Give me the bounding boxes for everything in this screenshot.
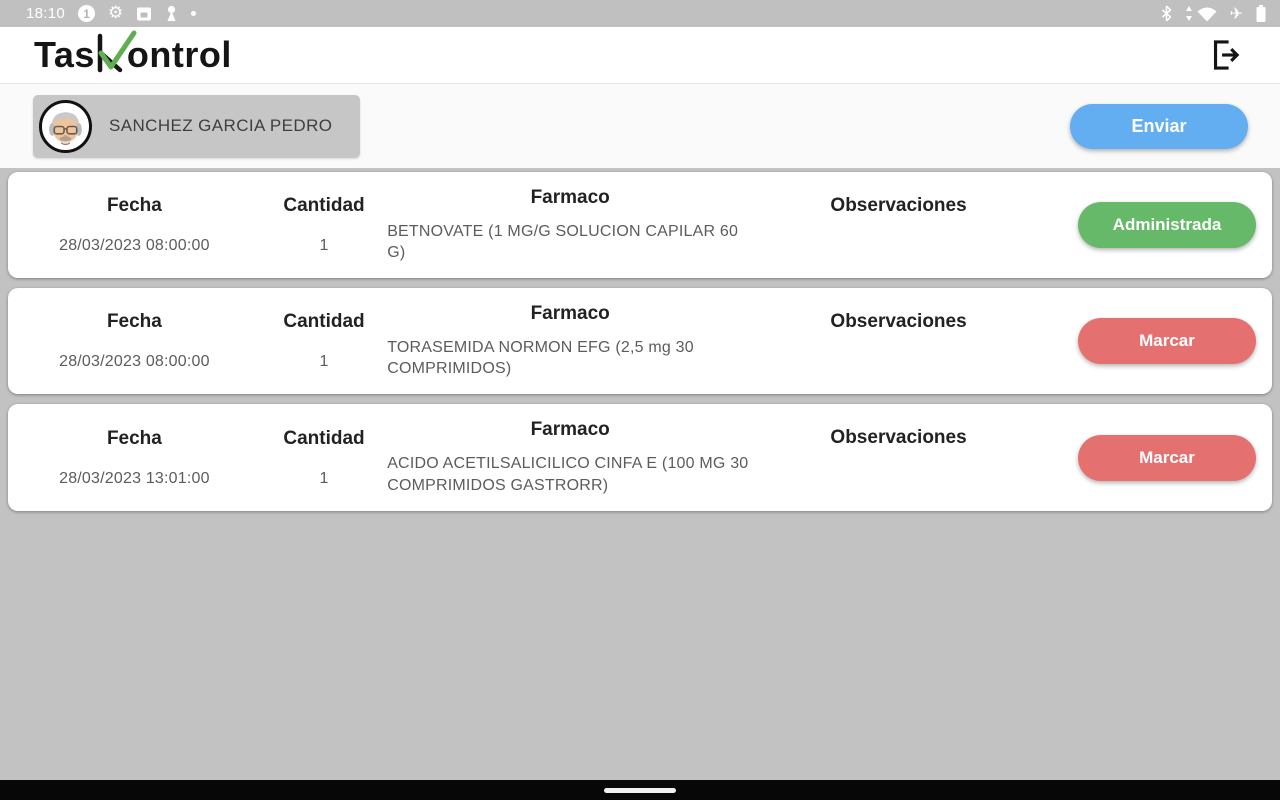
patient-name: SANCHEZ GARCIA PEDRO (109, 116, 333, 135)
column-header-cantidad: Cantidad (283, 427, 365, 449)
logout-icon (1210, 38, 1242, 72)
column-header-cantidad: Cantidad (283, 195, 365, 217)
overflow-dot-icon (191, 11, 196, 16)
cantidad-value: 1 (319, 353, 329, 371)
battery-icon (1256, 5, 1266, 22)
app-header (0, 27, 1280, 83)
gesture-navigation-bar (0, 780, 1280, 800)
column-header-cantidad: Cantidad (283, 311, 365, 333)
network-activity-icon (1185, 6, 1193, 21)
status-time: 18:10 (26, 5, 66, 22)
medication-card (8, 404, 1272, 510)
farmaco-value: TORASEMIDA NORMON EFG (2,5 mg 30 COMPRIMIDOS) (387, 339, 694, 378)
fecha-value: 28/03/2023 08:00:00 (59, 353, 210, 371)
logo-text-prefix: Tas (34, 34, 95, 75)
column-header-farmaco: Farmaco (530, 187, 610, 208)
administer-button[interactable]: Marcar (1078, 435, 1256, 481)
notification-badge-icon: 1 (78, 5, 95, 22)
send-button[interactable]: Enviar (1070, 104, 1248, 149)
bluetooth-icon (1161, 5, 1172, 22)
column-header-fecha: Fecha (106, 311, 162, 333)
airplane-icon: ✈ (1229, 3, 1243, 23)
gear-icon: ⚙ (108, 3, 124, 23)
farmaco-value: ACIDO ACETILSALICILICO CINFA E (100 MG 30 COMPRIMIDOS GASTRORR) (387, 455, 749, 494)
medication-card (8, 288, 1272, 394)
administer-button[interactable]: Administrada (1078, 202, 1256, 248)
keyhole-icon (165, 5, 178, 22)
patient-bar (0, 83, 1280, 168)
fecha-value: 28/03/2023 08:00:00 (59, 237, 210, 255)
administer-button[interactable]: Marcar (1078, 318, 1256, 364)
cantidad-value: 1 (319, 237, 329, 255)
medication-card (8, 172, 1272, 278)
column-header-farmaco: Farmaco (530, 419, 610, 441)
fecha-value: 28/03/2023 13:01:00 (59, 469, 210, 487)
home-indicator[interactable] (604, 788, 676, 793)
farmaco-value: BETNOVATE (1 MG/G SOLUCION CAPILAR 60 G) (387, 223, 739, 262)
cantidad-value: 1 (319, 469, 329, 487)
logout-button[interactable] (1208, 36, 1244, 74)
wifi-icon (1197, 6, 1217, 22)
column-header-fecha: Fecha (106, 427, 162, 449)
patient-chip[interactable] (33, 95, 360, 158)
logo-text-suffix: ontrol (126, 34, 232, 75)
column-header-observaciones: Observaciones (830, 194, 967, 216)
status-bar (0, 0, 1280, 27)
logo-k-checkmark-icon (95, 36, 127, 76)
patient-avatar (39, 100, 92, 153)
app-logo (34, 34, 232, 76)
column-header-observaciones: Observaciones (830, 310, 967, 332)
column-header-farmaco: Farmaco (530, 303, 610, 325)
column-header-observaciones: Observaciones (830, 427, 967, 449)
screenshot-icon (136, 6, 152, 22)
column-header-fecha: Fecha (106, 195, 162, 217)
medication-list (0, 168, 1280, 511)
